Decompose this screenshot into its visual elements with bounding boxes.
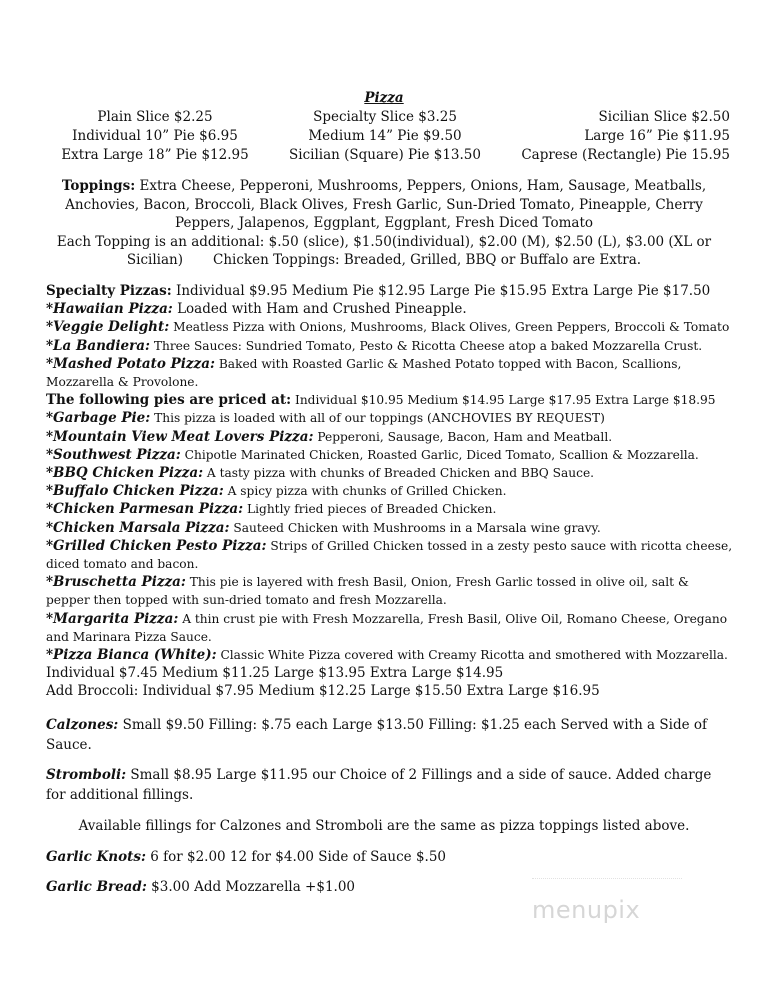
- stromboli-text: Small $8.95 Large $11.95 our Choice of 2 Fillings and a side of sauce. Added charge for additional fillings.: [46, 767, 712, 803]
- item-desc: Sauteed Chicken with Mushrooms in a Marsala wine gravy.: [229, 520, 601, 535]
- calzones-label: Calzones:: [46, 717, 119, 733]
- item-name: *Southwest Pizza:: [46, 446, 181, 463]
- item-name: *Chicken Marsala Pizza:: [46, 519, 230, 536]
- price-cell: Individual 10” Pie $6.95: [72, 128, 238, 144]
- price-row: [40, 127, 730, 146]
- menu-item: [46, 318, 736, 336]
- item-name: *Bruschetta Pizza:: [46, 574, 186, 591]
- garlic-bread-text: $3.00 Add Mozzarella +$1.00: [146, 879, 356, 895]
- item-desc: This pie is layered with fresh Basil, Onion, Fresh Garlic tossed in olive oil, salt & pepper then topped with sun-dried tomato and fresh Mozzarella.: [46, 575, 689, 608]
- menu-item: [46, 646, 736, 664]
- priced-values: Individual $10.95 Medium $14.95 Large $17.95 Extra Large $18.95: [291, 393, 716, 408]
- item-name: *BBQ Chicken Pizza:: [46, 465, 204, 482]
- specialty-header: [46, 282, 736, 300]
- price-cell: Plain Slice $2.25: [97, 109, 213, 125]
- toppings-list: Extra Cheese, Pepperoni, Mushrooms, Peppers, Onions, Ham, Sausage, Meatballs, Anchovies, Bacon, Broccoli, Black Olives, Fresh Garlic, Sun-Dried Tomato, Pineapple, Cherry Peppers, Jalapenos, Eggplant, Eggplant, Fresh Diced Tomato: [65, 178, 707, 231]
- watermark-logo: menupix: [532, 896, 641, 924]
- price-row: [40, 146, 730, 165]
- item-desc: A spicy pizza with chunks of Grilled Chicken.: [223, 484, 507, 499]
- specialty-section: [46, 282, 736, 701]
- specialty-prices: Individual $9.95 Medium Pie $12.95 Large Pie $15.95 Extra Large Pie $17.50: [176, 283, 711, 299]
- item-name: *Mashed Potato Pizza:: [46, 355, 215, 372]
- item-name: *Margarita Pizza:: [46, 610, 179, 627]
- menu-item: [46, 610, 736, 646]
- item-name: *Chicken Parmesan Pizza:: [46, 501, 244, 518]
- price-cell: Extra Large 18” Pie $12.95: [61, 147, 249, 163]
- item-name: *Garbage Pie:: [46, 410, 151, 427]
- menu-item: [46, 464, 736, 482]
- menu-title: Pizza: [364, 90, 404, 106]
- topping-prices: Each Topping is an additional: $.50 (slice), $1.50(individual), $2.00 (M), $2.50 (L), $3.00 (XL or Sicilian): [56, 233, 712, 268]
- specialty-label: Specialty Pizzas:: [46, 283, 172, 299]
- price-cell: Sicilian (Square) Pie $13.50: [289, 147, 481, 163]
- price-cell: Large 16” Pie $11.95: [584, 128, 730, 144]
- item-desc: A tasty pizza with chunks of Breaded Chicken and BBQ Sauce.: [203, 466, 595, 481]
- stromboli-label: Stromboli:: [46, 767, 127, 783]
- item-desc: A thin crust pie with Fresh Mozzarella, Fresh Basil, Olive Oil, Romano Cheese, Oregano and Marinara Pizza Sauce.: [46, 611, 728, 644]
- menu-item: [46, 537, 736, 573]
- menu-item: [46, 482, 736, 500]
- price-row: [40, 108, 730, 127]
- stromboli-section: [46, 766, 726, 805]
- menu-item: [46, 500, 736, 518]
- item-desc: Lightly fried pieces of Breaded Chicken.: [243, 502, 497, 517]
- item-desc: Pepperoni, Sausage, Bacon, Ham and Meatball.: [313, 429, 613, 444]
- calzones-section: [46, 716, 726, 755]
- item-desc: Meatless Pizza with Onions, Mushrooms, Black Olives, Green Peppers, Broccoli & Tomato: [169, 320, 730, 335]
- chicken-toppings: Chicken Toppings: Breaded, Grilled, BBQ or Buffalo are Extra.: [213, 252, 642, 268]
- calzones-text: Small $9.50 Filling: $.75 each Large $13.50 Filling: $1.25 each Served with a Side of Sauce.: [46, 717, 708, 753]
- toppings-label: Toppings:: [61, 178, 136, 194]
- toppings-section: [50, 177, 718, 270]
- fillings-note: Available fillings for Calzones and Stromboli are the same as pizza toppings listed above.: [78, 818, 690, 834]
- item-name: *Mountain View Meat Lovers Pizza:: [46, 428, 314, 445]
- item-desc: Classic White Pizza covered with Creamy Ricotta and smothered with Mozzarella.: [216, 648, 728, 663]
- pizza-price-grid: [40, 108, 730, 165]
- item-name: *La Bandiera:: [46, 337, 150, 354]
- priced-header: [46, 391, 736, 409]
- item-name: *Veggie Delight:: [46, 319, 170, 336]
- item-desc: This pizza is loaded with all of our toppings (ANCHOVIES BY REQUEST): [150, 411, 605, 426]
- menu-item: [46, 446, 736, 464]
- garlic-knots-section: [46, 848, 726, 868]
- item-name: *Pizza Bianca (White):: [46, 647, 217, 664]
- price-cell: Sicilian Slice $2.50: [598, 109, 730, 125]
- menu-item: [46, 573, 736, 609]
- garlic-knots-label: Garlic Knots:: [46, 849, 146, 865]
- price-cell: Caprese (Rectangle) Pie 15.95: [521, 147, 730, 163]
- menu-item: [46, 409, 736, 427]
- garlic-bread-label: Garlic Bread:: [46, 879, 147, 895]
- price-cell: Specialty Slice $3.25: [313, 109, 457, 125]
- item-desc: Strips of Grilled Chicken tossed in a zesty pesto sauce with ricotta cheese, diced tomato and bacon.: [46, 538, 733, 572]
- watermark-dots: [532, 878, 682, 885]
- priced-label: The following pies are priced at:: [46, 392, 292, 409]
- item-name: *Hawaiian Pizza:: [46, 301, 173, 318]
- item-name: *Buffalo Chicken Pizza:: [46, 483, 224, 500]
- price-cell: Medium 14” Pie $9.50: [308, 128, 462, 144]
- menu-item: [46, 428, 736, 446]
- item-desc: Loaded with Ham and Crushed Pineapple.: [172, 301, 467, 318]
- item-name: *Grilled Chicken Pesto Pizza:: [46, 537, 267, 554]
- menu-item: [46, 519, 736, 537]
- item-desc: Chipotle Marinated Chicken, Roasted Garlic, Diced Tomato, Scallion & Mozzarella.: [180, 447, 699, 462]
- menu-item: [46, 337, 736, 355]
- item-desc: Three Sauces: Sundried Tomato, Pesto & Ricotta Cheese atop a baked Mozzarella Crust.: [149, 338, 703, 353]
- bianca-prices: Individual $7.45 Medium $11.25 Large $13.95 Extra Large $14.95: [46, 665, 504, 682]
- menu-item: [46, 300, 736, 318]
- item-desc: Baked with Roasted Garlic & Mashed Potato topped with Bacon, Scallions, Mozzarella & Provolone.: [46, 356, 682, 390]
- garlic-knots-text: 6 for $2.00 12 for $4.00 Side of Sauce $.50: [145, 849, 447, 865]
- broccoli-prices: Add Broccoli: Individual $7.95 Medium $12.25 Large $15.50 Extra Large $16.95: [46, 683, 600, 700]
- menu-item: [46, 355, 736, 391]
